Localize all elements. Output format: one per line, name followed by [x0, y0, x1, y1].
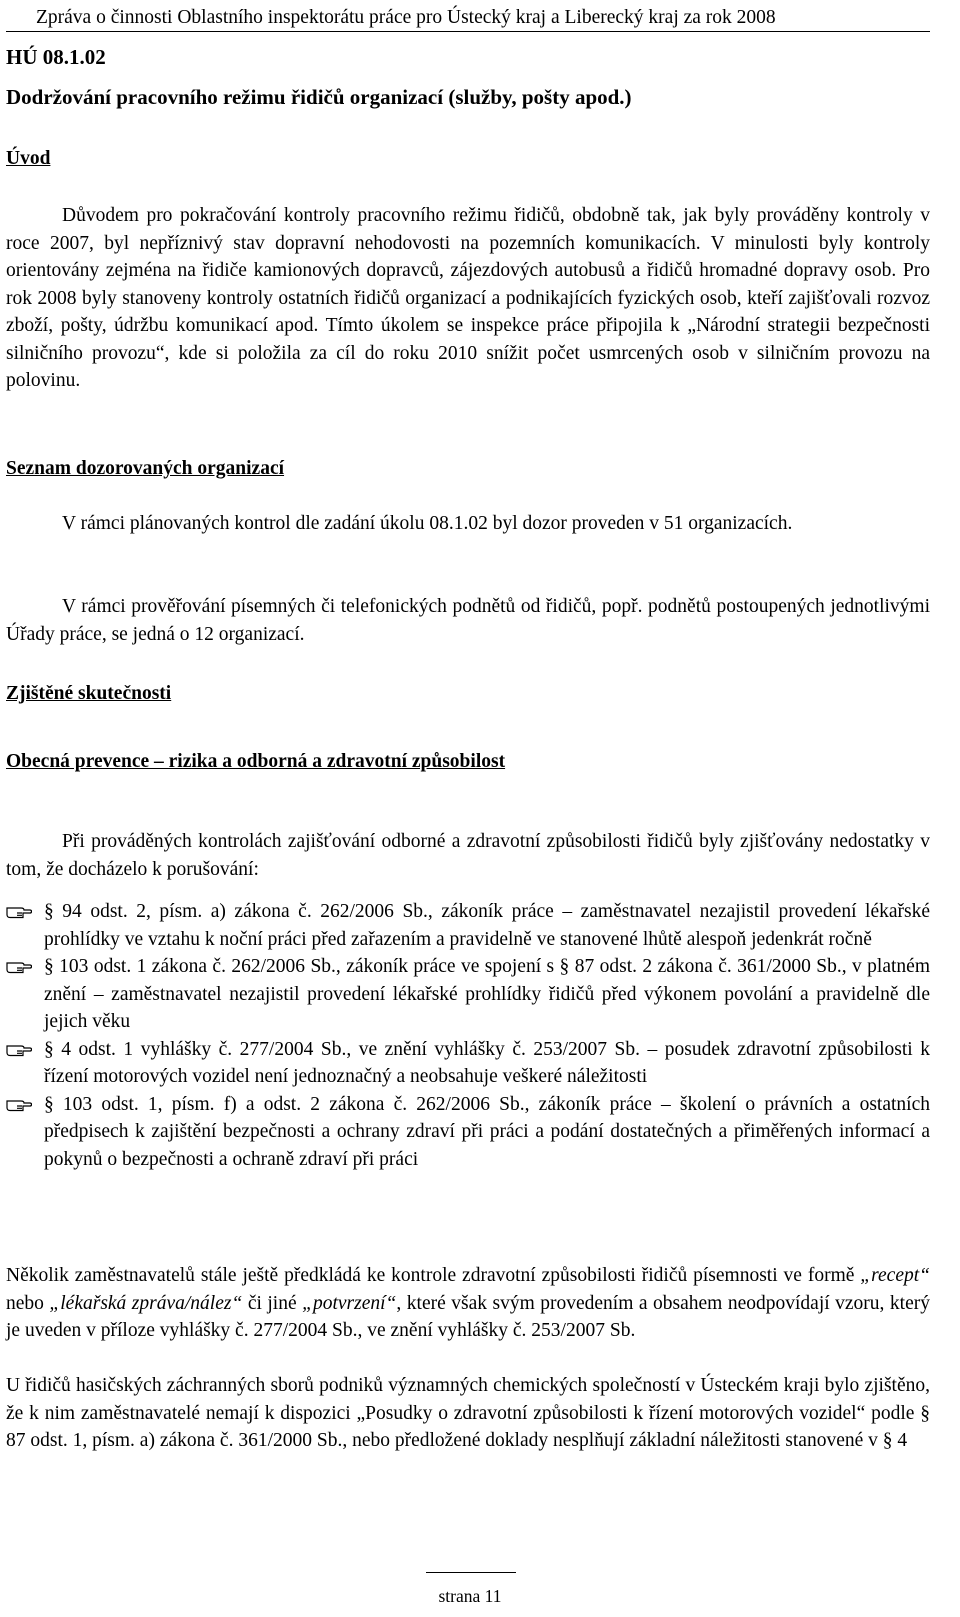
- violation-item-1: § 94 odst. 2, písm. a) zákona č. 262/2006 Sb., zákoník práce – zaměstnavatel nezajistil provedení lékařské prohlídky ve vztahu k noční práci před zařazením a pravidelně ve stanovené lhůtě alespoň jedenkrát ročně: [6, 898, 930, 953]
- violation-item-2: § 103 odst. 1 zákona č. 262/2006 Sb., zákoník práce ve spojení s § 87 odst. 2 zákona č. 361/2000 Sb., v platném znění – zaměstnavatel nezajistil provedení lékařské prohlídky řidičů před výkonem povolání a pravidelně dle jejich věku: [6, 953, 930, 1036]
- quote-lekarska-zprava: „lékařská zpráva/nález“: [49, 1292, 243, 1314]
- findings-subheading: Obecná prevence – rizika a odborná a zdravotní způsobilost: [6, 751, 506, 772]
- violation-item-3: § 4 odst. 1 vyhlášky č. 277/2004 Sb., ve znění vyhlášky č. 253/2007 Sb. – posudek zdravotní způsobilosti k řízení motorových vozidel není jednoznačný a neobsahuje veškeré náležitosti: [6, 1036, 930, 1091]
- page-number: strana 11: [438, 1586, 502, 1606]
- intro-paragraph: Důvodem pro pokračování kontroly pracovního režimu řidičů, obdobně tak, jak byly prováděny kontroly v roce 2007, byl nepříznivý stav dopravní nehodovosti na pozemních komunikacích. V minulosti byly kontroly orientovány zejména na řidiče kamionových dopravců, zájezdových autobusů a řidičů hromadné dopravy osob. Pro rok 2008 byly stanoveny kontroly ostatních řidičů organizací a podnikajících fyzických osob, kteří zajišťovali rozvoz zboží, pošty, údržbu komunikací apod. Tímto úkolem se inspekce práce připojila k „Národní strategii bezpečnosti silničního provozu“, kde si položila za cíl do roku 2010 snížit počet usmrcených osob v silničním provozu na polovinu.: [6, 205, 930, 391]
- pointing-hand-icon: [6, 904, 32, 919]
- findings-lead-paragraph: Při prováděných kontrolách zajišťování odborné a zdravotní způsobilosti řidičů byly zjišťovány nedostatky v tom, že docházelo k porušování:: [6, 831, 930, 880]
- header-rule: [6, 31, 930, 32]
- documents-paragraph: Několik zaměstnavatelů stále ještě předkládá ke kontrole zdravotní způsobilosti řidičů písemnosti ve formě „recept“ nebo „lékařská zpráva/nález“ či jiné „potvrzení“, které však svým provedením a obsahem neodpovídají vzoru, který je uveden v příloze vyhlášky č. 277/2004 Sb., ve znění vyhlášky č. 253/2007 Sb.: [6, 1265, 930, 1341]
- organizations-paragraph-2: V rámci prověřování písemných či telefonických podnětů od řidičů, popř. podnětů postoupených jednotlivými Úřady práce, se jedná o 12 organizací.: [6, 596, 930, 645]
- organizations-paragraph-1: V rámci plánovaných kontrol dle zadání úkolu 08.1.02 byl dozor proveden v 51 organizacích.: [62, 513, 793, 534]
- pointing-hand-icon: [6, 1042, 32, 1057]
- section-code: HÚ 08.1.02: [6, 45, 106, 69]
- footer-rule: [426, 1572, 516, 1573]
- section-title: Dodržování pracovního režimu řidičů organizací (služby, pošty apod.): [6, 85, 632, 109]
- firefighters-paragraph: U řidičů hasičských záchranných sborů podniků významných chemických společností v Ústeckém kraji bylo zjištěno, že k nim zaměstnavatelé nemají k dispozici „Posudky o zdravotní způsobilosti k řízení motorových vozidel“ podle § 87 odst. 1, písm. a) zákona č. 361/2000 Sb., nebo předložené doklady nesplňují základní náležitosti stanovené v § 4: [6, 1375, 930, 1451]
- pointing-hand-icon: [6, 959, 32, 974]
- pointing-hand-icon: [6, 1097, 32, 1112]
- violation-item-4: § 103 odst. 1, písm. f) a odst. 2 zákona č. 262/2006 Sb., zákoník práce – školení o právních a ostatních předpisech k zajištění bezpečnosti a ochrany zdraví při práci a podání dostatečných a přiměřených informací a pokynů o bezpečnosti a ochraně zdraví při práci: [6, 1091, 930, 1174]
- organizations-heading: Seznam dozorovaných organizací: [6, 458, 285, 479]
- findings-heading: Zjištěné skutečnosti: [6, 683, 172, 704]
- quote-recept: „recept“: [860, 1265, 930, 1286]
- quote-potvrzeni: „potvrzení“: [302, 1292, 397, 1314]
- intro-heading: Úvod: [6, 148, 51, 169]
- violations-list: [6, 898, 930, 1173]
- running-header: Zpráva o činnosti Oblastního inspektorátu práce pro Ústecký kraj a Liberecký kraj za rok 2008: [36, 7, 776, 28]
